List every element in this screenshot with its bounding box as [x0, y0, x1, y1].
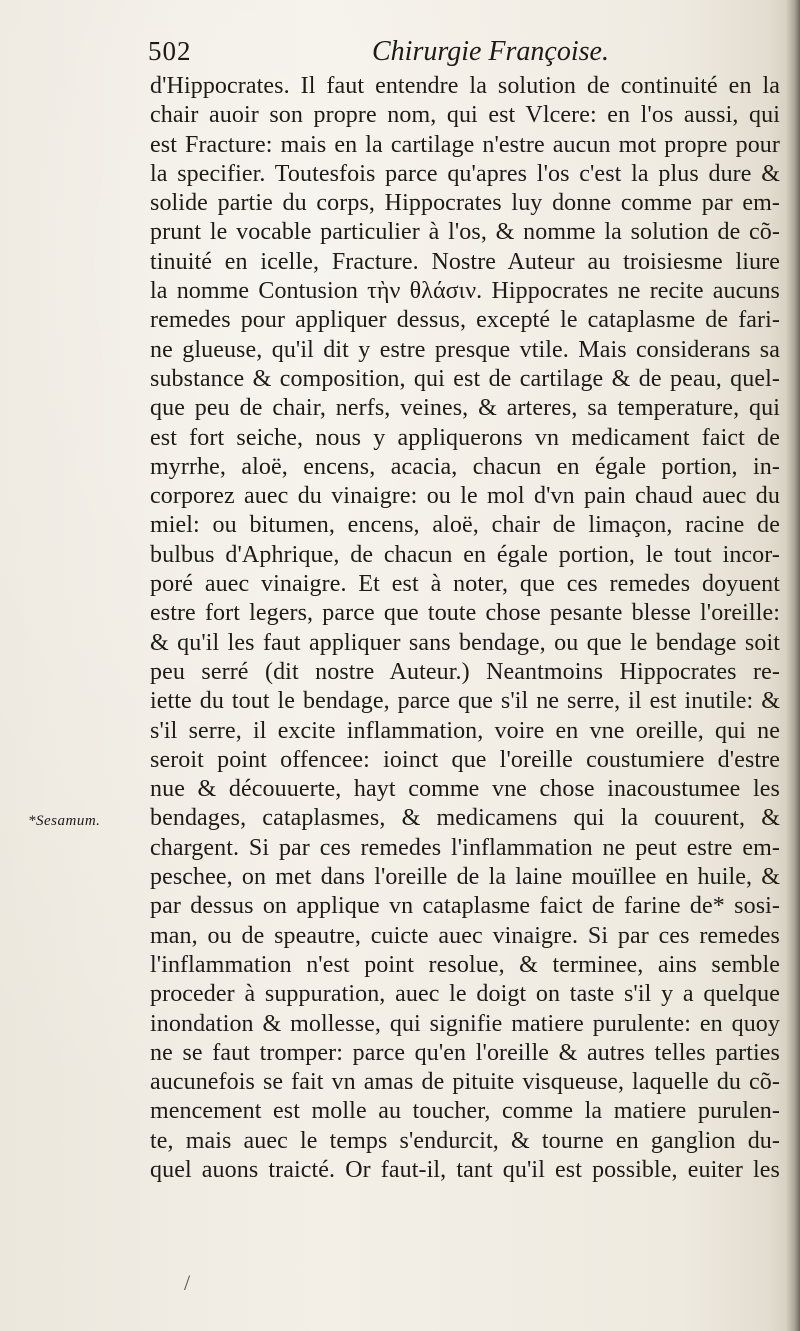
text-line: nue & découuerte, hayt comme vne chose inacoustumee les [150, 776, 780, 803]
text-line: ne se faut tromper: parce qu'en l'oreille & autres telles parties [150, 1039, 780, 1066]
text-line: man, ou de speautre, cuicte auec vinaigre. Si par ces remedes [150, 922, 780, 949]
text-line: aucunefois se fait vn amas de pituite visqueuse, laquelle du cõ- [150, 1069, 780, 1096]
text-line: l'inflammation n'est point resolue, & terminee, ains semble [150, 951, 780, 978]
text-line: mencement est molle au toucher, comme la matiere purulen- [150, 1098, 780, 1125]
text-line: chair auoir son propre nom, qui est Vlcere: en l'os aussi, qui [150, 102, 780, 129]
body-text [150, 72, 780, 1185]
text-line: que peu de chair, nerfs, veines, & arteres, sa temperature, qui [150, 395, 780, 422]
text-line: solide partie du corps, Hippocrates luy donne comme par em- [150, 190, 780, 217]
stray-ink-mark: / [184, 1270, 191, 1295]
text-line: miel: ou bitumen, encens, aloë, chair de limaçon, racine de [150, 512, 780, 539]
text-line: estre fort legers, parce que toute chose pesante blesse l'oreille: [150, 600, 780, 627]
text-line: substance & composition, qui est de cartilage & de peau, quel- [150, 365, 780, 392]
text-line: quel auons traicté. Or faut-il, tant qu'il est possible, euiter les [150, 1156, 780, 1183]
text-line: la nomme Contusion τὴν θλάσιν. Hippocrates ne recite aucuns [150, 278, 780, 305]
text-line: inondation & mollesse, qui signifie matiere purulente: en quoy [150, 1010, 780, 1037]
text-line: peu serré (dit nostre Auteur.) Neantmoins Hippocrates re- [150, 658, 780, 685]
text-line: ne glueuse, qu'il dit y estre presque vtile. Mais considerans sa [150, 336, 780, 363]
text-line: proceder à suppuration, auec le doigt on taste s'il y a quelque [150, 981, 780, 1008]
text-line: est fort seiche, nous y appliquerons vn medicament faict de [150, 424, 780, 451]
text-line: bendages, cataplasmes, & medicamens qui la couurent, & [150, 805, 780, 832]
text-line: la specifier. Toutesfois parce qu'apres l'os c'est la plus dure & [150, 160, 780, 187]
text-line: prunt le vocable particulier à l'os, & nomme la solution de cõ- [150, 219, 780, 246]
margin-note: *Sesamum. [28, 813, 101, 829]
text-line: seroit point offencee: ioinct que l'oreille coustumiere d'estre [150, 746, 780, 773]
text-line: tinuité en icelle, Fracture. Nostre Auteur au troisiesme liure [150, 248, 780, 275]
text-line: & qu'il les faut appliquer sans bendage, ou que le bendage soit [150, 629, 780, 656]
text-line: corporez auec du vinaigre: ou le mol d'vn pain chaud auec du [150, 483, 780, 510]
text-line: myrrhe, aloë, encens, acacia, chacun en égale portion, in- [150, 453, 780, 480]
text-line: peschee, on met dans l'oreille de la laine mouïllee en huile, & [150, 864, 780, 891]
page-spine-shadow [786, 0, 800, 1331]
text-line: par dessus on applique vn cataplasme faict de farine de* sosi- [150, 893, 780, 920]
page-number: 502 [148, 36, 192, 66]
text-line: s'il serre, il excite inflammation, voire en vne oreille, qui ne [150, 717, 780, 744]
text-line: te, mais auec le temps s'endurcit, & tourne en ganglion du- [150, 1127, 780, 1154]
text-line: est Fracture: mais en la cartilage n'estre aucun mot propre pour [150, 131, 780, 158]
text-line: iette du tout le bendage, parce que s'il ne serre, il est inutile: & [150, 688, 780, 715]
text-line: d'Hippocrates. Il faut entendre la solution de continuité en la [150, 73, 780, 99]
text-line: chargent. Si par ces remedes l'inflammation ne peut estre em- [150, 834, 780, 861]
page-header [148, 36, 788, 76]
text-line: poré auec vinaigre. Et est à noter, que ces remedes doyuent [150, 571, 780, 598]
running-title: Chirurgie Françoise. [372, 36, 609, 67]
text-line: remedes pour appliquer dessus, excepté le cataplasme de fari- [150, 307, 780, 334]
text-line: bulbus d'Aphrique, de chacun en égale portion, le tout incor- [150, 541, 780, 568]
